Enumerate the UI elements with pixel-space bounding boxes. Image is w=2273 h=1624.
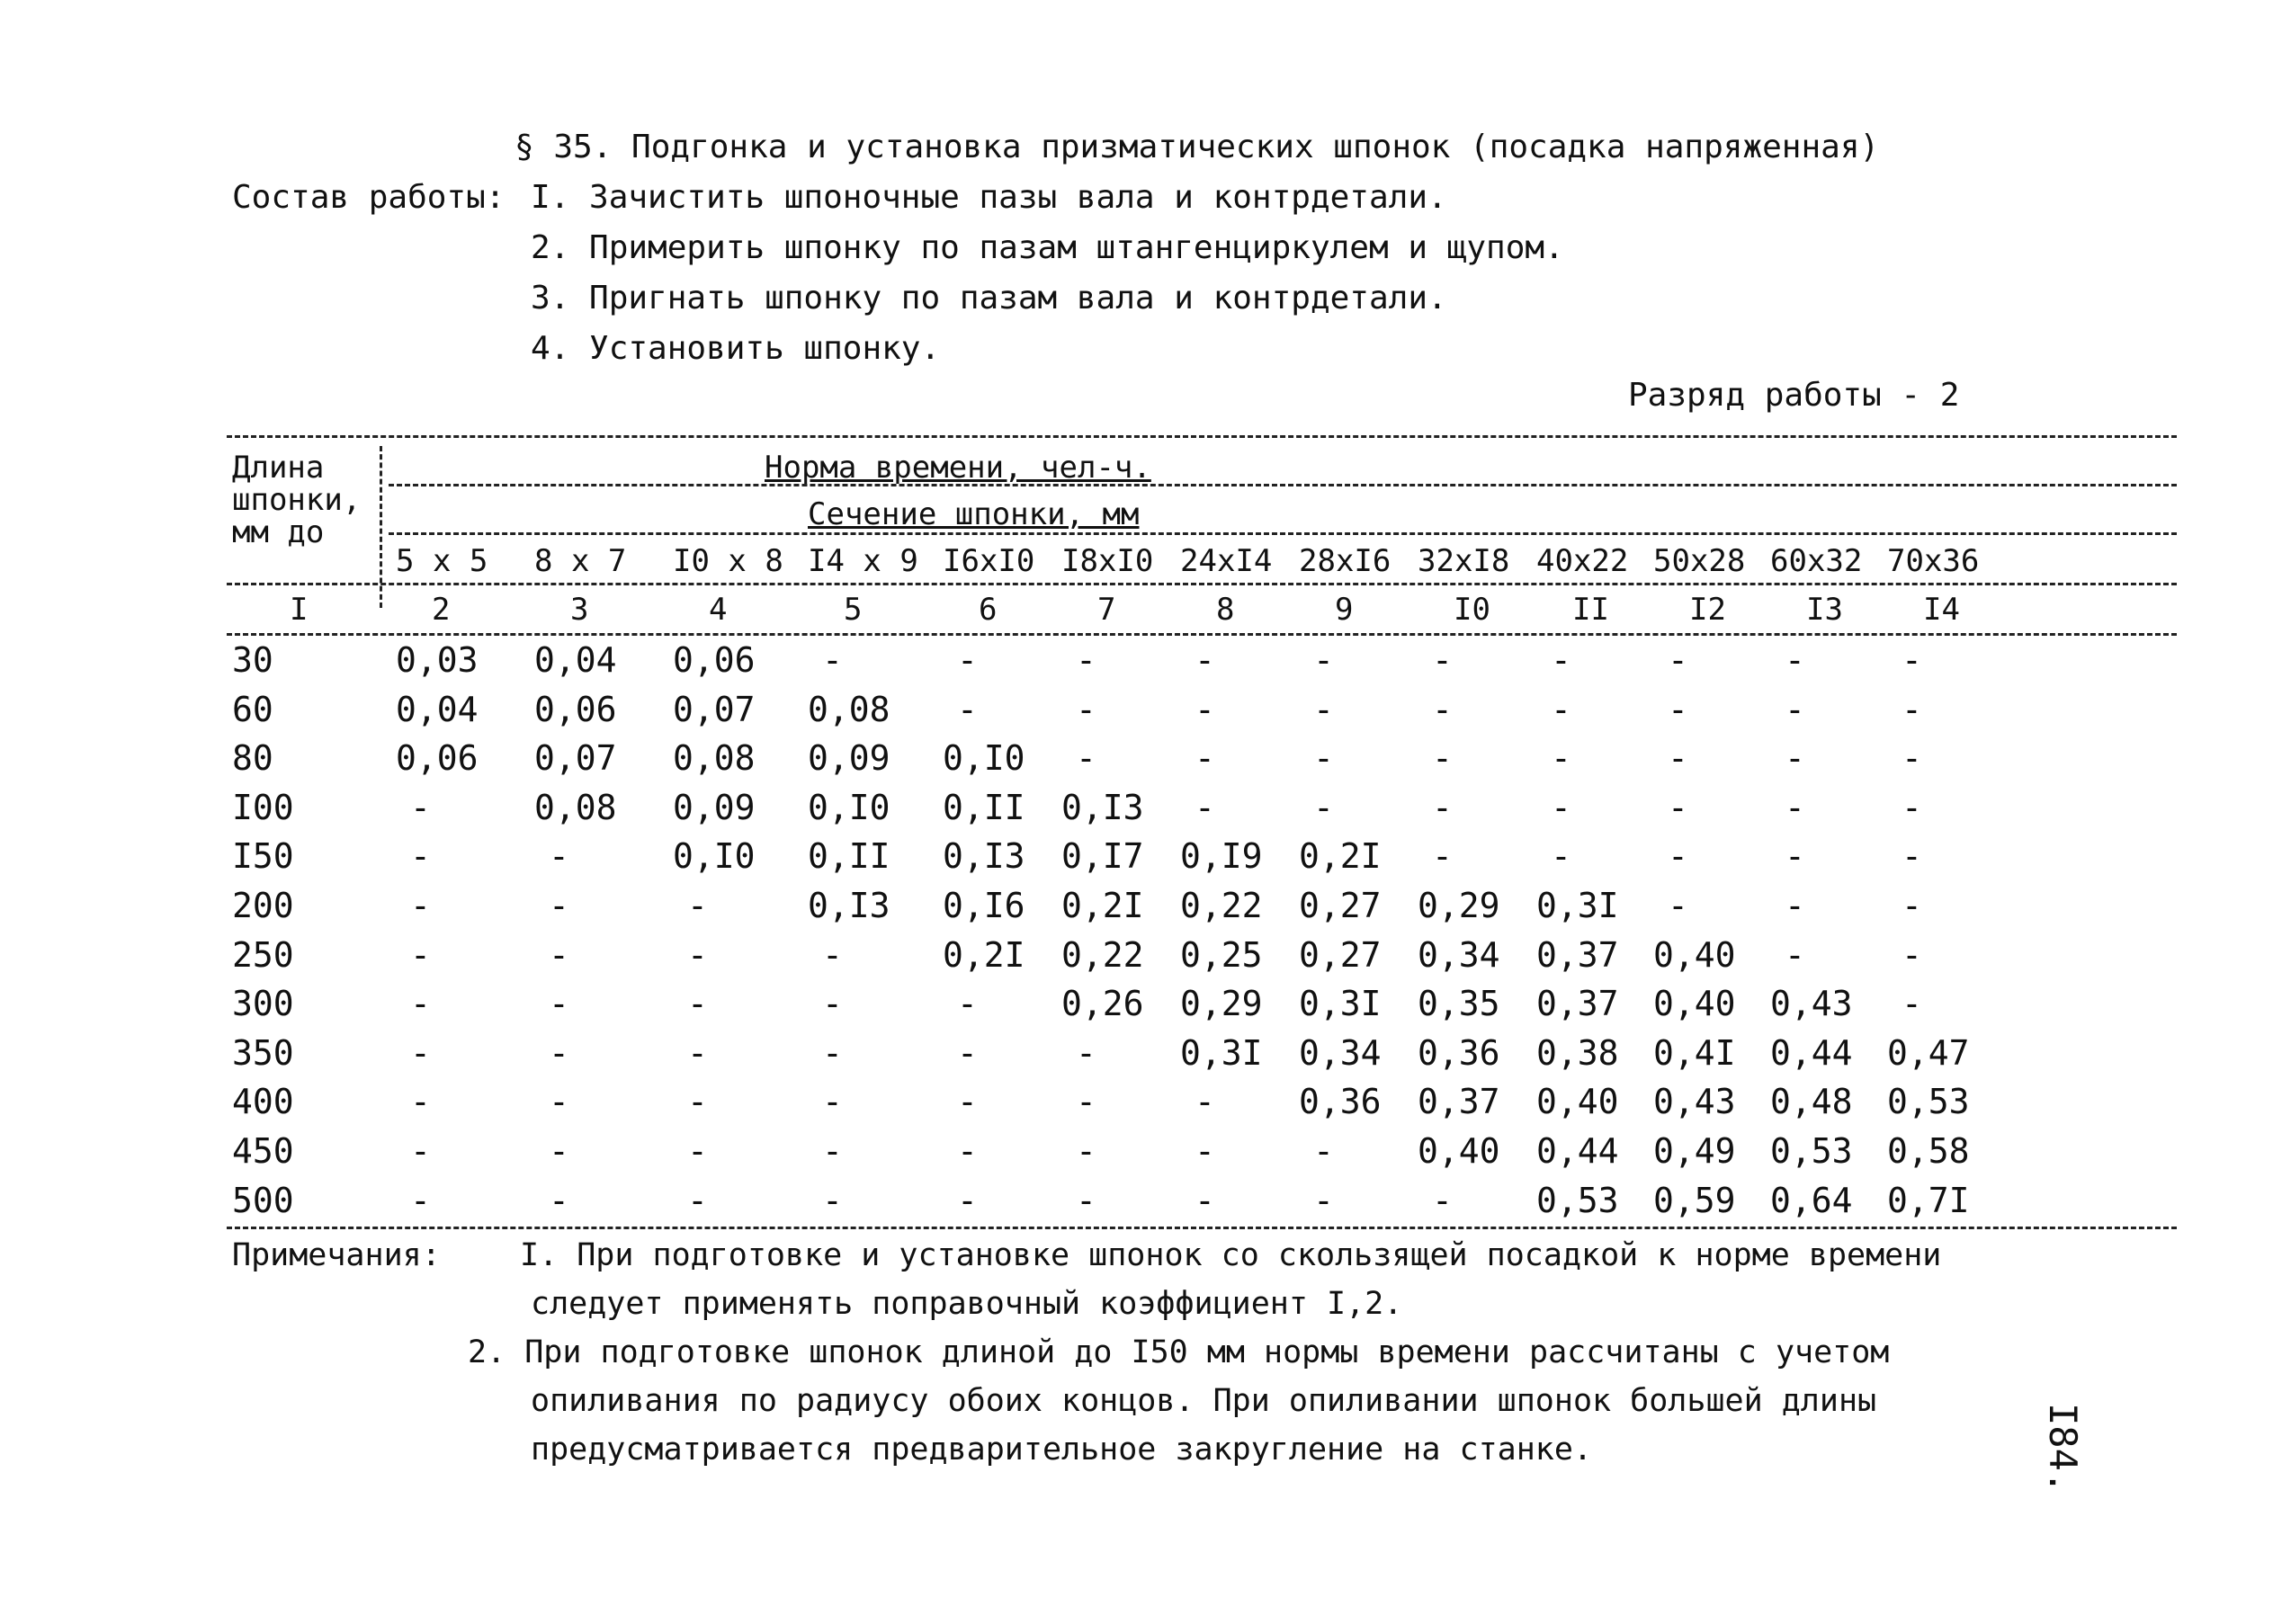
table-cell: 0,26	[1061, 984, 1144, 1023]
composition-item: I. Зачистить шпоночные пазы вала и контрдетали.	[531, 179, 1447, 216]
table-cell: 0,37	[1536, 984, 1619, 1023]
table-cell: -	[1076, 640, 1096, 680]
table-cell: -	[1432, 836, 1453, 876]
table-cell: -	[1076, 1082, 1096, 1121]
note-line: опиливания по радиусу обоих концов. При опиливании шпонок большей длины	[531, 1383, 1877, 1419]
table-cell: 0,25	[1180, 935, 1263, 975]
table-cell: -	[1432, 738, 1453, 778]
composition-item: 2. Примерить шпонку по пазам штангенциркулем и щупом.	[531, 229, 1564, 266]
table-cell: 0,27	[1299, 935, 1382, 975]
table-cell: -	[1668, 886, 1688, 925]
column-number: II	[1572, 592, 1609, 628]
table-cell: 0,40	[1653, 984, 1736, 1023]
table-cell: -	[1195, 640, 1215, 680]
stub-header-line: мм до	[232, 514, 325, 550]
table-cell: 0,34	[1299, 1033, 1382, 1073]
table-header-rule	[389, 484, 2177, 486]
note-line: 2. При подготовке шпонок длиной до I50 мм нормы времени рассчитаны с учетом	[468, 1334, 1890, 1370]
row-length-label: 250	[232, 935, 294, 975]
table-cell: -	[1785, 640, 1805, 680]
table-cell: -	[1076, 1131, 1096, 1171]
table-cell: -	[410, 836, 431, 876]
table-cell: -	[1432, 640, 1453, 680]
section-size-header: 8 x 7	[534, 543, 627, 579]
stub-column-separator	[380, 446, 382, 608]
table-cell: 0,43	[1770, 984, 1853, 1023]
table-cell: -	[410, 935, 431, 975]
table-header-bottom-rule	[227, 633, 2177, 636]
table-cell: 0,I0	[943, 738, 1025, 778]
table-cell: 0,44	[1770, 1033, 1853, 1073]
note-line: следует применять поправочный коэффициент I,2.	[531, 1286, 1403, 1322]
table-cell: -	[410, 1082, 431, 1121]
table-cell: -	[1313, 640, 1334, 680]
table-cell: 0,59	[1653, 1181, 1736, 1220]
table-cell: 0,04	[396, 690, 479, 729]
section-size-header: 24xI4	[1180, 543, 1273, 579]
table-cell: -	[1902, 935, 1922, 975]
table-cell: 0,22	[1180, 886, 1263, 925]
table-cell: -	[1313, 1131, 1334, 1171]
table-cell: 0,I6	[943, 886, 1025, 925]
table-cell: -	[957, 1033, 978, 1073]
table-cell: -	[1195, 1082, 1215, 1121]
table-cell: 0,08	[673, 738, 756, 778]
table-cell: 0,27	[1299, 886, 1382, 925]
table-cell: 0,I7	[1061, 836, 1144, 876]
table-cell: -	[1195, 788, 1215, 827]
table-cell: -	[822, 984, 843, 1023]
table-cell: 0,06	[673, 640, 756, 680]
section-size-header: I4 x 9	[808, 543, 918, 579]
row-length-label: 350	[232, 1033, 294, 1073]
table-cell: -	[957, 984, 978, 1023]
table-cell: 0,04	[534, 640, 617, 680]
table-cell: -	[822, 1033, 843, 1073]
table-cell: -	[1668, 788, 1688, 827]
table-bottom-rule	[227, 1227, 2177, 1229]
row-length-label: 300	[232, 984, 294, 1023]
section-size-header: 32xI8	[1418, 543, 1510, 579]
row-length-label: I00	[232, 788, 294, 827]
table-cell: 0,34	[1418, 935, 1500, 975]
section-size-header: 28xI6	[1299, 543, 1392, 579]
table-cell: -	[1785, 836, 1805, 876]
table-cell: -	[410, 886, 431, 925]
column-number: 4	[709, 592, 728, 628]
section-size-header: I6xI0	[943, 543, 1035, 579]
table-cell: -	[1668, 738, 1688, 778]
column-number: 3	[570, 592, 589, 628]
section-size-header: 50x28	[1653, 543, 1746, 579]
table-cell: 0,43	[1653, 1082, 1736, 1121]
table-cell: 0,29	[1180, 984, 1263, 1023]
table-cell: 0,I3	[943, 836, 1025, 876]
table-cell: 0,36	[1299, 1082, 1382, 1121]
table-cell: -	[1313, 788, 1334, 827]
section-size-header: 60x32	[1770, 543, 1863, 579]
row-length-label: 80	[232, 738, 273, 778]
table-cell: -	[687, 1131, 708, 1171]
section-size-header: 40x22	[1536, 543, 1629, 579]
table-cell: -	[687, 1033, 708, 1073]
row-length-label: 500	[232, 1181, 294, 1220]
table-cell: -	[1902, 836, 1922, 876]
table-cell: -	[1195, 738, 1215, 778]
table-cell: 0,3I	[1299, 984, 1382, 1023]
table-cell: -	[1785, 690, 1805, 729]
column-number: 6	[979, 592, 998, 628]
table-cell: 0,I0	[673, 836, 756, 876]
table-top-rule	[227, 435, 2177, 438]
table-cell: -	[1551, 788, 1571, 827]
table-cell: -	[1902, 788, 1922, 827]
table-cell: 0,08	[534, 788, 617, 827]
note-line: предусматривается предварительное закругление на станке.	[531, 1432, 1593, 1468]
column-number: I2	[1689, 592, 1726, 628]
table-cell: -	[822, 1131, 843, 1171]
section-heading: § 35. Подгонка и установка призматических шпонок (посадка напряженная)	[515, 129, 1880, 165]
table-cell: 0,37	[1536, 935, 1619, 975]
table-cell: -	[1785, 788, 1805, 827]
table-cell: -	[1785, 886, 1805, 925]
section-size-header: 70x36	[1887, 543, 1980, 579]
table-cell: -	[687, 886, 708, 925]
column-number: 8	[1216, 592, 1235, 628]
table-cell: -	[1076, 1181, 1096, 1220]
notes-label: Примечания:	[232, 1237, 441, 1273]
table-cell: 0,I0	[808, 788, 890, 827]
composition-item: 3. Пригнать шпонку по пазам вала и контрдетали.	[531, 280, 1447, 317]
table-cell: -	[1902, 640, 1922, 680]
section-size-header: I0 x 8	[673, 543, 783, 579]
table-cell: -	[549, 1082, 569, 1121]
table-cell: 0,I3	[1061, 788, 1144, 827]
table-cell: 0,48	[1770, 1082, 1853, 1121]
table-cell: -	[687, 935, 708, 975]
norm-header: Норма времени, чел-ч.	[765, 450, 1151, 486]
table-cell: 0,53	[1770, 1131, 1853, 1171]
section-size-header: I8xI0	[1061, 543, 1154, 579]
row-length-label: I50	[232, 836, 294, 876]
row-length-label: 200	[232, 886, 294, 925]
table-cell: -	[549, 1033, 569, 1073]
table-cell: -	[1313, 690, 1334, 729]
table-cell: -	[549, 836, 569, 876]
table-cell: -	[957, 690, 978, 729]
table-cell: -	[1902, 984, 1922, 1023]
table-cell: -	[1551, 738, 1571, 778]
table-cell: 0,40	[1536, 1082, 1619, 1121]
table-cell: -	[687, 984, 708, 1023]
column-number: I0	[1454, 592, 1490, 628]
column-number: I	[290, 592, 309, 628]
table-cell: -	[549, 935, 569, 975]
table-cell: 0,38	[1536, 1033, 1619, 1073]
table-cell: -	[1668, 690, 1688, 729]
section-header: Сечение шпонки, мм	[808, 496, 1140, 532]
column-number: I4	[1923, 592, 1960, 628]
table-cell: -	[1551, 640, 1571, 680]
table-cell: 0,2I	[943, 935, 1025, 975]
table-cell: -	[1432, 1181, 1453, 1220]
table-cell: -	[410, 1131, 431, 1171]
table-cell: 0,II	[943, 788, 1025, 827]
column-number: 7	[1097, 592, 1116, 628]
table-cell: -	[1551, 690, 1571, 729]
table-header-rule	[389, 532, 2177, 535]
stub-header-line: шпонки,	[232, 482, 362, 518]
table-cell: -	[957, 1131, 978, 1171]
table-cell: 0,40	[1418, 1131, 1500, 1171]
column-number: I3	[1806, 592, 1843, 628]
table-cell: -	[1195, 1181, 1215, 1220]
table-cell: 0,03	[396, 640, 479, 680]
table-cell: -	[549, 1131, 569, 1171]
table-cell: 0,58	[1887, 1131, 1970, 1171]
section-size-header: 5 x 5	[396, 543, 488, 579]
row-length-label: 400	[232, 1082, 294, 1121]
composition-label: Состав работы:	[232, 179, 506, 216]
column-number: 9	[1335, 592, 1354, 628]
table-cell: 0,3I	[1536, 886, 1619, 925]
table-cell: 0,53	[1536, 1181, 1619, 1220]
table-cell: -	[822, 1082, 843, 1121]
table-cell: -	[410, 1033, 431, 1073]
table-cell: 0,06	[396, 738, 479, 778]
table-cell: 0,II	[808, 836, 890, 876]
column-number: 5	[844, 592, 863, 628]
table-cell: -	[549, 886, 569, 925]
table-header-rule	[227, 583, 2177, 585]
table-cell: -	[1902, 690, 1922, 729]
table-cell: -	[1902, 886, 1922, 925]
table-cell: -	[1076, 738, 1096, 778]
table-cell: -	[549, 984, 569, 1023]
table-cell: -	[1785, 738, 1805, 778]
table-cell: -	[549, 1181, 569, 1220]
table-cell: 0,09	[808, 738, 890, 778]
table-cell: 0,3I	[1180, 1033, 1263, 1073]
table-cell: -	[1551, 836, 1571, 876]
table-cell: 0,07	[534, 738, 617, 778]
table-cell: 0,06	[534, 690, 617, 729]
note-line: I. При подготовке и установке шпонок со скользящей посадкой к норме времени	[520, 1237, 1942, 1273]
table-cell: -	[410, 788, 431, 827]
table-cell: 0,08	[808, 690, 890, 729]
table-cell: 0,36	[1418, 1033, 1500, 1073]
table-cell: -	[957, 1082, 978, 1121]
table-cell: -	[957, 640, 978, 680]
table-cell: -	[1313, 738, 1334, 778]
table-cell: 0,09	[673, 788, 756, 827]
table-cell: 0,35	[1418, 984, 1500, 1023]
table-cell: 0,64	[1770, 1181, 1853, 1220]
table-cell: -	[1432, 690, 1453, 729]
table-cell: -	[1313, 1181, 1334, 1220]
row-length-label: 450	[232, 1131, 294, 1171]
stub-header-line: Длина	[232, 450, 325, 486]
table-cell: -	[822, 935, 843, 975]
table-cell: -	[822, 640, 843, 680]
table-cell: 0,37	[1418, 1082, 1500, 1121]
table-cell: 0,47	[1887, 1033, 1970, 1073]
table-cell: 0,7I	[1887, 1181, 1970, 1220]
row-length-label: 60	[232, 690, 273, 729]
table-cell: 0,4I	[1653, 1033, 1736, 1073]
table-cell: -	[1195, 1131, 1215, 1171]
table-cell: 0,44	[1536, 1131, 1619, 1171]
table-cell: 0,2I	[1299, 836, 1382, 876]
table-cell: 0,I9	[1180, 836, 1263, 876]
table-cell: -	[687, 1181, 708, 1220]
page-number: I84.	[2041, 1403, 2085, 1495]
row-length-label: 30	[232, 640, 273, 680]
table-cell: -	[1668, 836, 1688, 876]
composition-item: 4. Установить шпонку.	[531, 330, 941, 367]
table-cell: -	[1902, 738, 1922, 778]
table-cell: -	[1076, 690, 1096, 729]
table-cell: -	[410, 984, 431, 1023]
table-cell: 0,40	[1653, 935, 1736, 975]
table-cell: 0,I3	[808, 886, 890, 925]
table-cell: -	[687, 1082, 708, 1121]
table-cell: 0,22	[1061, 935, 1144, 975]
table-cell: -	[410, 1181, 431, 1220]
table-cell: -	[822, 1181, 843, 1220]
table-cell: -	[1785, 935, 1805, 975]
table-cell: 0,49	[1653, 1131, 1736, 1171]
table-cell: 0,07	[673, 690, 756, 729]
table-cell: 0,2I	[1061, 886, 1144, 925]
table-cell: 0,29	[1418, 886, 1500, 925]
table-cell: -	[1668, 640, 1688, 680]
table-cell: -	[1432, 788, 1453, 827]
table-cell: -	[1076, 1033, 1096, 1073]
column-number: 2	[432, 592, 451, 628]
table-cell: 0,53	[1887, 1082, 1970, 1121]
work-grade: Разряд работы - 2	[1628, 377, 1960, 414]
table-cell: -	[1195, 690, 1215, 729]
table-cell: -	[957, 1181, 978, 1220]
